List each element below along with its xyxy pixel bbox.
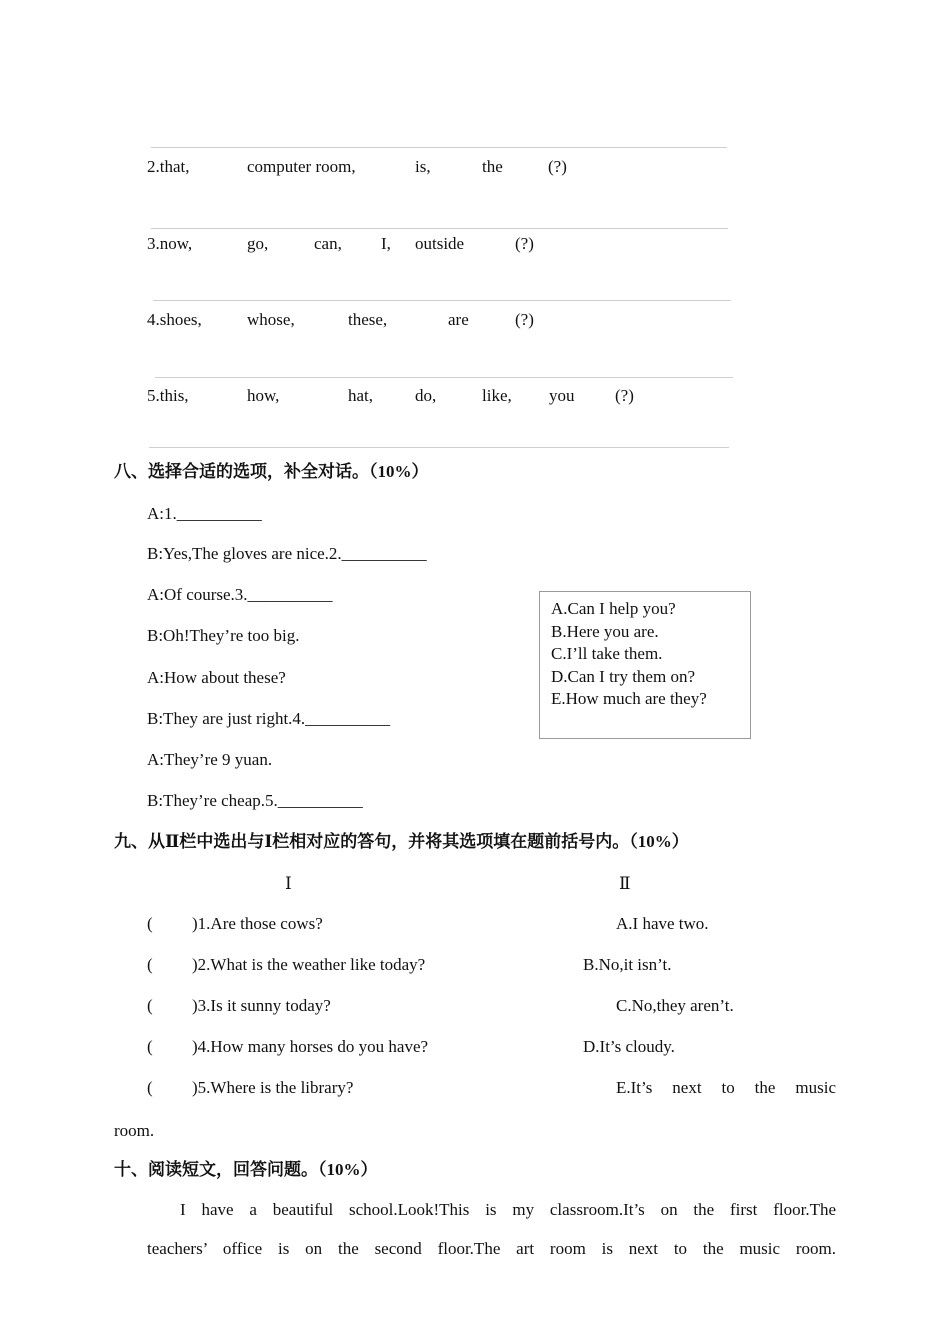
answer-line-1 [151,147,727,148]
question: )2.What is the weather like today? [192,955,426,974]
option: A.Can I help you? [551,599,676,618]
word: go, [247,234,269,253]
dialogue-line: A:Of course.3.__________ [147,585,333,604]
answer-bracket[interactable]: ( [147,1078,153,1097]
word: can, [314,234,342,253]
option: E.How much are they? [551,689,707,708]
answer-option-continued: room. [114,1121,155,1140]
word: these, [348,310,388,329]
answer-option: A.I have two. [616,914,709,933]
word: computer room, [247,157,356,176]
word: do, [415,386,437,405]
reading-passage-line-1: I have a beautiful school.Look!This is my classroom.It’s on the first floor.The [180,1200,836,1219]
answer-option: D.It’s cloudy. [583,1037,675,1056]
dialogue-line: A:1.__________ [147,504,262,523]
section-9-title: 九、从Ⅱ栏中选出与Ⅰ栏相对应的答句，并将其选项填在题前括号内。（10%） [114,832,689,851]
word: 2.that, [147,157,190,176]
section-10-title: 十、阅读短文，回答问题。（10%） [114,1160,378,1179]
answer-bracket[interactable]: ( [147,1037,153,1056]
answer-option: B.No,it isn’t. [583,955,672,974]
section-8-title: 八、选择合适的选项，补全对话。（10%） [114,462,429,481]
dialogue-line: B:They are just right.4.__________ [147,709,391,728]
word: hat, [348,386,374,405]
answer-bracket[interactable]: ( [147,955,153,974]
dialogue-line: A:How about these? [147,668,286,687]
question: )3.Is it sunny today? [192,996,331,1015]
word: outside [415,234,465,253]
word: 3.now, [147,234,193,253]
word: whose, [247,310,295,329]
word: 4.shoes, [147,310,202,329]
answer-line-3 [153,300,731,301]
word: 5.this, [147,386,189,405]
word: (?) [515,234,534,253]
answer-line-5 [149,447,729,448]
word: is, [415,157,431,176]
dialogue-line: B:Oh!They’re too big. [147,626,300,645]
answer-option: E.It’s next to the music [616,1078,836,1097]
reading-passage-line-2: teachers’ office is on the second floor.The art room is next to the music room. [147,1239,836,1258]
word: how, [247,386,280,405]
answer-bracket[interactable]: ( [147,996,153,1015]
answer-line-2 [151,228,728,229]
column-1-header: Ⅰ [285,874,292,893]
word: I, [381,234,391,253]
word: you [549,386,575,405]
word: (?) [615,386,634,405]
dialogue-line: B:Yes,The gloves are nice.2.__________ [147,544,427,563]
options-box [539,591,751,739]
word: (?) [548,157,567,176]
answer-bracket[interactable]: ( [147,914,153,933]
question: )1.Are those cows? [192,914,323,933]
answer-line-4 [155,377,733,378]
word: like, [482,386,512,405]
question: )4.How many horses do you have? [192,1037,429,1056]
option: D.Can I try them on? [551,666,695,686]
word: (?) [515,310,534,329]
option: B.Here you are. [551,621,659,641]
dialogue-line: A:They’re 9 yuan. [147,750,273,769]
word: the [482,157,503,176]
dialogue-line: B:They’re cheap.5.__________ [147,791,363,810]
question: )5.Where is the library? [192,1078,354,1097]
answer-option: C.No,they aren’t. [616,996,734,1015]
option: C.I’ll take them. [551,644,663,663]
column-2-header: Ⅱ [619,874,631,893]
word: are [448,310,469,329]
